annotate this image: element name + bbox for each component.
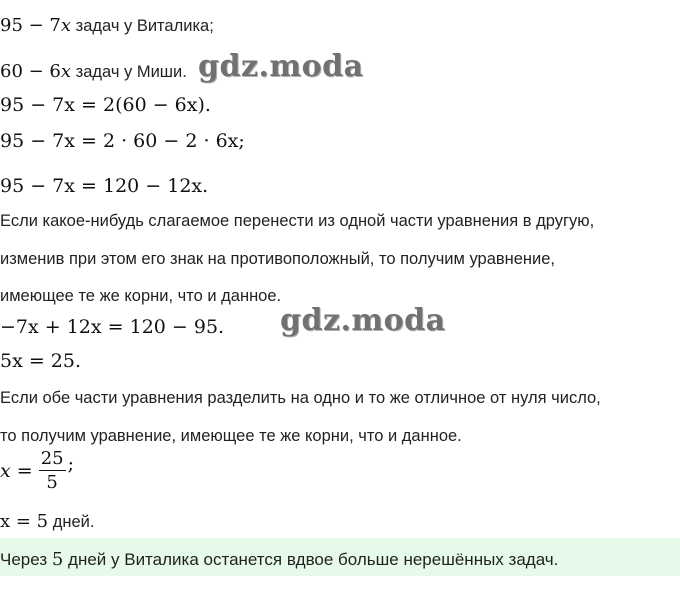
fraction — [39, 450, 66, 492]
expr-misha: 60 − 6x — [0, 61, 72, 82]
equation-4: −7x + 12x = 120 − 95. — [0, 316, 225, 338]
expr-vitalik: 95 − 7x — [0, 15, 72, 36]
line-misha-tasks — [0, 63, 187, 81]
rule2-text-line-2: то получим уравнение, имеющее те же корни, что и данное. — [0, 427, 462, 445]
answer-after: дней у Виталика останется вдвое больше нерешённых задач. — [63, 550, 559, 569]
fraction-equation — [0, 450, 74, 492]
rule2-text-line-1: Если обе части уравнения разделить на одно и то же отличное от нуля число, — [0, 389, 601, 407]
fraction-tail: ; — [67, 452, 74, 475]
result-unit: дней. — [48, 513, 95, 531]
equation-1: 95 − 7x = 2(60 − 6x). — [0, 94, 211, 116]
label-misha: задач у Миши. — [71, 63, 187, 81]
equation-5: 5x = 25. — [0, 350, 82, 372]
equation-2: 95 − 7x = 2 · 60 − 2 · 6x; — [0, 130, 245, 152]
rule-text-line-3: имеющее те же корни, что и данное. — [0, 287, 282, 305]
rule-text-line-2: изменив при этом его знак на противоположный, то получим уравнение, — [0, 250, 556, 268]
answer-before: Через — [0, 550, 52, 569]
line-vitalik-tasks — [0, 17, 214, 35]
answer-text — [0, 549, 558, 570]
fraction-lhs: x = — [0, 459, 33, 482]
label-vitalik: задач у Виталика; — [71, 17, 214, 35]
rule-text-line-1: Если какое-нибудь слагаемое перенести из одной части уравнения в другую, — [0, 212, 595, 230]
equation-3: 95 − 7x = 120 − 12x. — [0, 175, 209, 197]
result-line — [0, 513, 94, 531]
fraction-numerator: 25 — [40, 448, 64, 469]
watermark-logo: gdz.moda — [280, 303, 446, 338]
result-expr: x = 5 — [0, 511, 49, 532]
watermark-logo: gdz.moda — [198, 49, 364, 84]
fraction-denominator: 5 — [46, 472, 58, 493]
answer-number: 5 — [51, 549, 64, 570]
